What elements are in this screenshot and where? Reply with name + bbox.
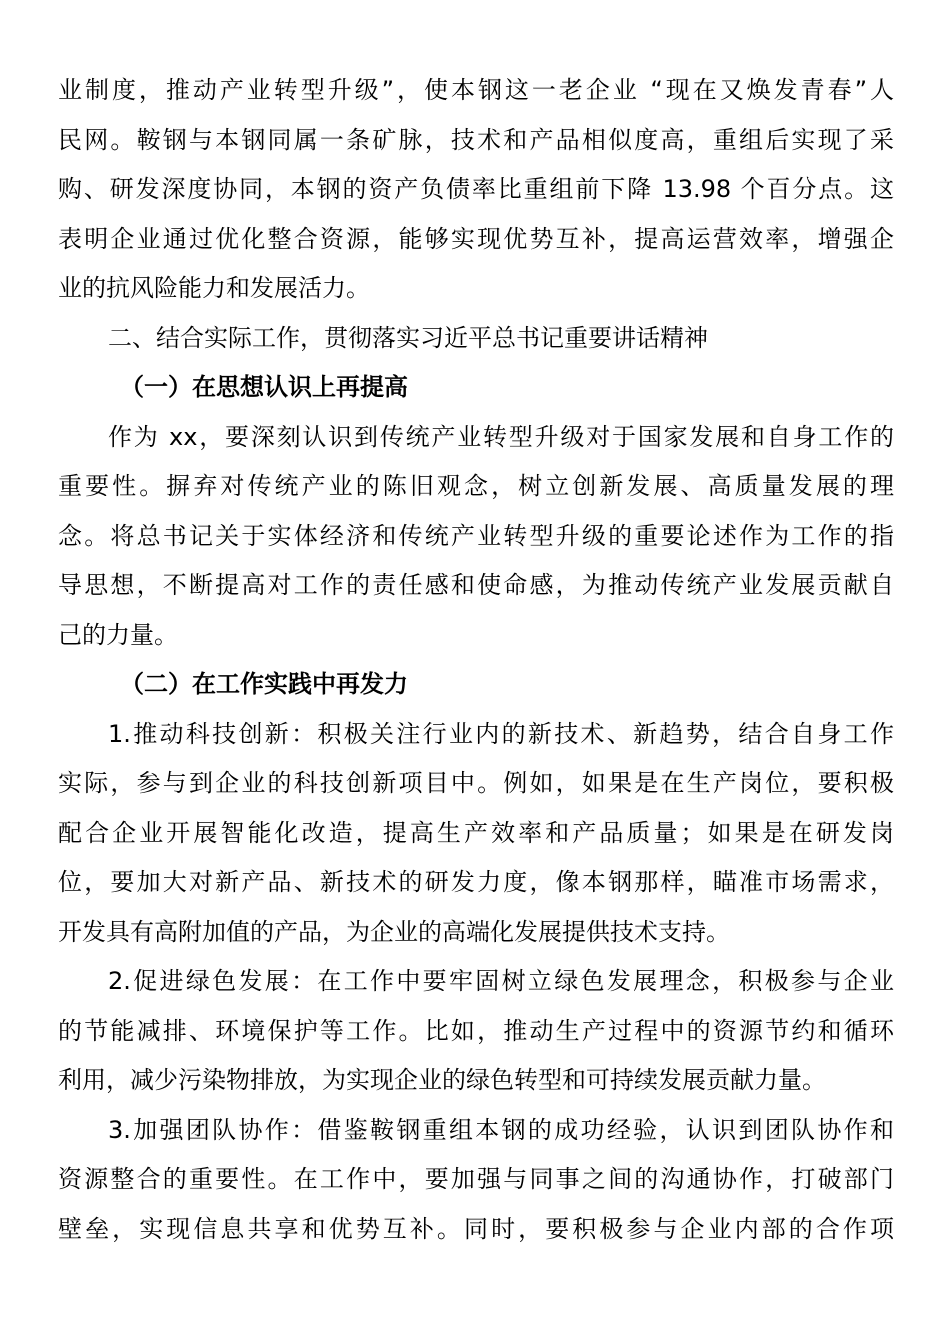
paragraph-line: 念。将总书记关于实体经济和传统产业转型升级的重要论述作为工作的指 (58, 521, 894, 550)
paragraph-line: 业的抗风险能力和发展活力。 (58, 274, 370, 302)
paragraph-line: 配合企业开展智能化改造，提高生产效率和产品质量；如果是在研发岗 (58, 818, 894, 847)
paragraph-line: 利用，减少污染物排放，为实现企业的绿色转型和可持续发展贡献力量。 (58, 1066, 826, 1094)
paragraph-line: 表明企业通过优化整合资源，能够实现优势互补，提高运营效率，增强企 (58, 224, 894, 253)
paragraph-line: 位，要加大对新产品、新技术的研发力度，像本钢那样，瞄准市场需求， (58, 868, 894, 896)
paragraph-line: 导思想，不断提高对工作的责任感和使命感，为推动传统产业发展贡献自 (58, 571, 894, 599)
subsection-heading: （二）在工作实践中再发力 (120, 670, 408, 698)
paragraph-line: 重要性。摒弃对传统产业的陈旧观念，树立创新发展、高质量发展的理 (58, 472, 894, 500)
paragraph-line: 开发具有高附加值的产品，为企业的高端化发展提供技术支持。 (58, 917, 730, 946)
paragraph-line: 3.加强团队协作：借鉴鞍钢重组本钢的成功经验，认识到团队协作和 (108, 1115, 894, 1144)
paragraph-line: 业制度，推动产业转型升级”，使本钢这一老企业 “现在又焕发青春”人 (58, 76, 894, 104)
subsection-heading: （一）在思想认识上再提高 (120, 373, 408, 401)
paragraph-line: 2.促进绿色发展：在工作中要牢固树立绿色发展理念，积极参与企业 (108, 967, 894, 995)
paragraph-line: 作为 xx，要深刻认识到传统产业转型升级对于国家发展和自身工作的 (108, 422, 894, 451)
section-heading: 二、结合实际工作，贯彻落实习近平总书记重要讲话精神 (108, 323, 708, 352)
paragraph-line: 民网。鞍钢与本钢同属一条矿脉，技术和产品相似度高，重组后实现了采 (58, 125, 894, 154)
document-page (58, 66, 894, 1254)
paragraph-line: 壁垒，实现信息共享和优势互补。同时，要积极参与企业内部的合作项 (58, 1214, 894, 1243)
paragraph-line: 1.推动科技创新：积极关注行业内的新技术、新趋势，结合自身工作 (108, 719, 894, 748)
paragraph-line: 己的力量。 (58, 620, 178, 649)
paragraph-line: 购、研发深度协同，本钢的资产负债率比重组前下降 13.98 个百分点。这 (58, 175, 894, 203)
paragraph-line: 资源整合的重要性。在工作中，要加强与同事之间的沟通协作，打破部门 (58, 1165, 894, 1193)
paragraph-line: 实际，参与到企业的科技创新项目中。例如，如果是在生产岗位，要积极 (58, 769, 894, 797)
paragraph-line: 的节能减排、环境保护等工作。比如，推动生产过程中的资源节约和循环 (58, 1016, 894, 1045)
